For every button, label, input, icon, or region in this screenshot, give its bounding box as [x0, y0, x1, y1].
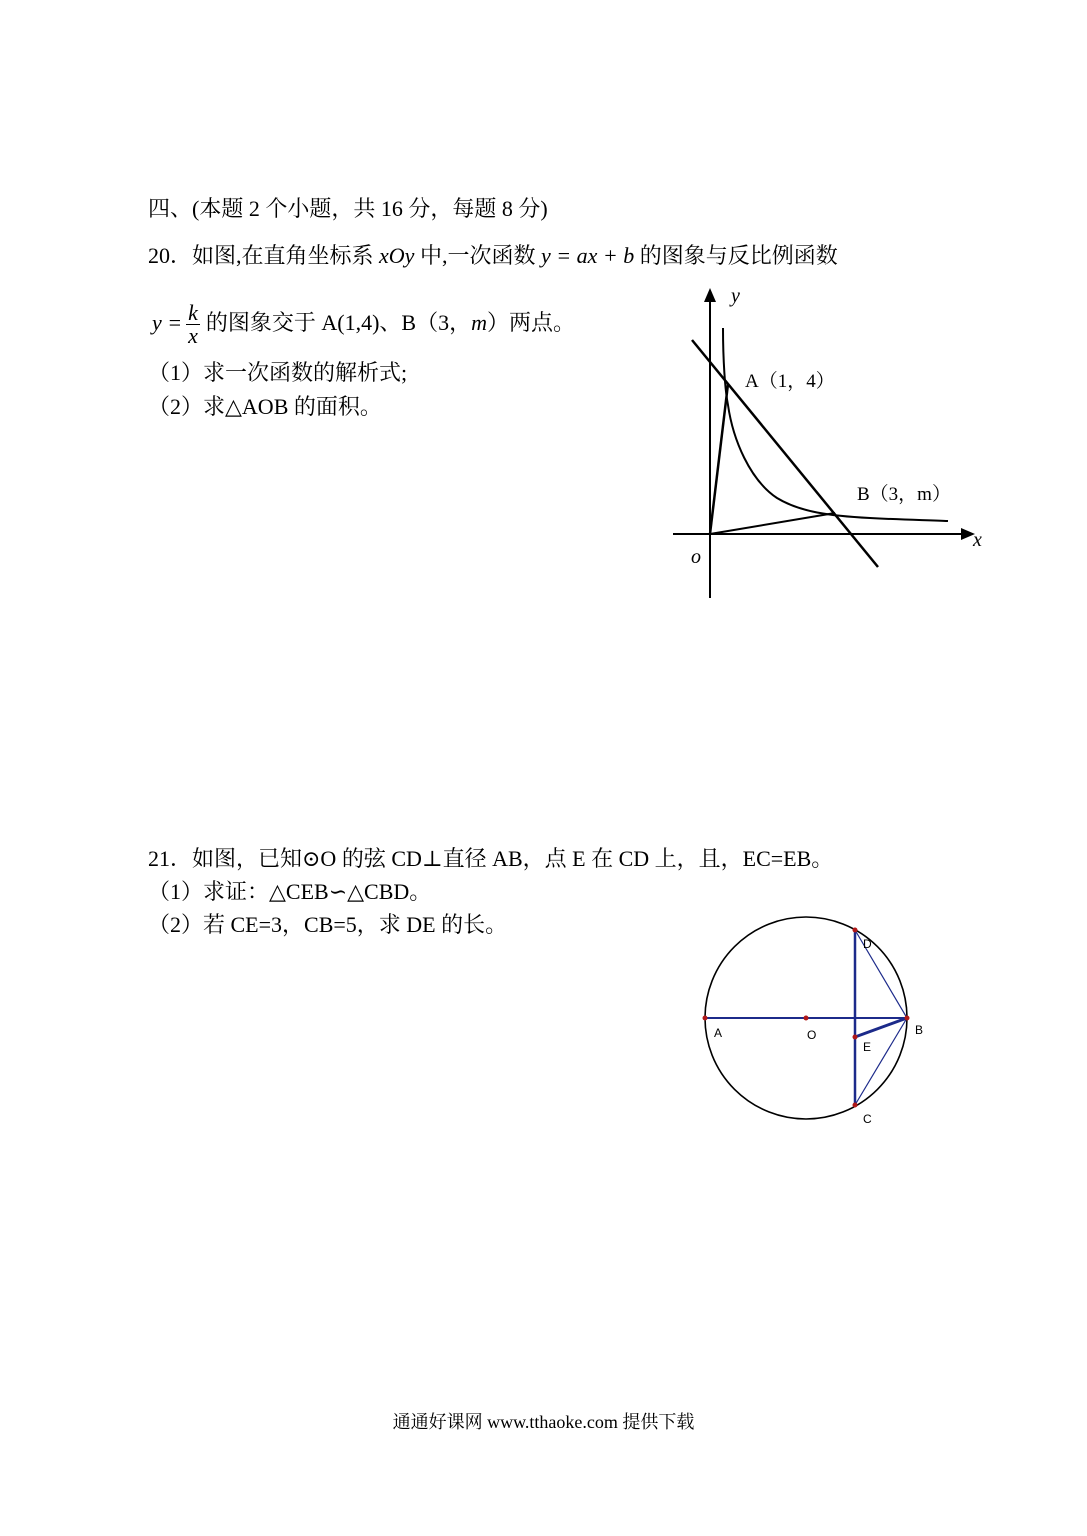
q20-fraction-denominator: x [188, 323, 198, 349]
q21-segment-eb [855, 1018, 907, 1037]
q21-point-c [853, 1103, 858, 1108]
q21-circle-figure [690, 905, 950, 1145]
q21-point-a [703, 1016, 708, 1021]
q20-stem-part2: 中,一次函数 [414, 243, 541, 268]
q20-segment-ob [710, 513, 835, 534]
page-footer: 通通好课网 www.tthaoke.com 提供下载 [392, 1412, 695, 1432]
q21-chord-bc [855, 1018, 907, 1105]
q20-origin-label: o [691, 546, 701, 568]
q20-stem-line2 [152, 297, 575, 349]
q21-label-c: C [863, 1112, 872, 1126]
q20-linear-function: y = ax + b [540, 243, 635, 268]
q20-subquestion-2: （2）求△AOB 的面积。 [148, 394, 382, 419]
q21-subquestion-1: （1）求证：△CEB∽△CBD。 [148, 879, 432, 904]
q21-stem: 21．如图，已知⊙O 的弦 CD⊥直径 AB，点 E 在 CD 上，且，EC=EB。 [148, 846, 834, 871]
q20-stem-line1 [148, 243, 838, 269]
q20-point-b-label: B（3，m） [857, 484, 951, 505]
q21-label-o: O [807, 1028, 817, 1042]
q20-segment-oa [710, 384, 728, 534]
section-heading: 四、(本题 2 个小题，共 16 分，每题 8 分) [148, 196, 548, 221]
q20-x-axis-label: x [973, 529, 982, 551]
q20-stem-part4: 的图象交于 A(1,4)、B（3， [205, 310, 472, 335]
q20-point-a-label: A（1，4） [745, 371, 835, 392]
q21-subquestion-2: （2）若 CE=3，CB=5，求 DE 的长。 [148, 912, 508, 937]
q20-coord-system: xOy [379, 243, 415, 268]
q20-fraction-numerator: k [188, 300, 198, 326]
q21-label-d: D [863, 937, 872, 951]
q21-label-a: A [714, 1026, 723, 1040]
q20-y-axis-arrow [704, 288, 716, 302]
q20-graph-figure [665, 280, 995, 610]
q21-label-e: E [863, 1040, 872, 1054]
q20-m-symbol: m [471, 310, 487, 335]
q20-number: 20． [148, 243, 193, 268]
q21-point-e [853, 1035, 858, 1040]
q21-point-b [905, 1016, 910, 1021]
q20-stem-part3: 的图象与反比例函数 [634, 243, 838, 268]
q20-y-axis-label: y [731, 285, 740, 307]
q20-subquestion-1: （1）求一次函数的解析式; [148, 360, 408, 385]
q20-inverse-fraction [186, 302, 200, 347]
q20-inverse-lhs: y = [152, 310, 183, 335]
q20-stem-part5: ）两点。 [487, 310, 576, 335]
q21-label-b: B [915, 1023, 924, 1037]
q20-stem-part1: 如图,在直角坐标系 [192, 243, 380, 268]
q21-point-d [853, 928, 858, 933]
q21-point-o [804, 1016, 809, 1021]
